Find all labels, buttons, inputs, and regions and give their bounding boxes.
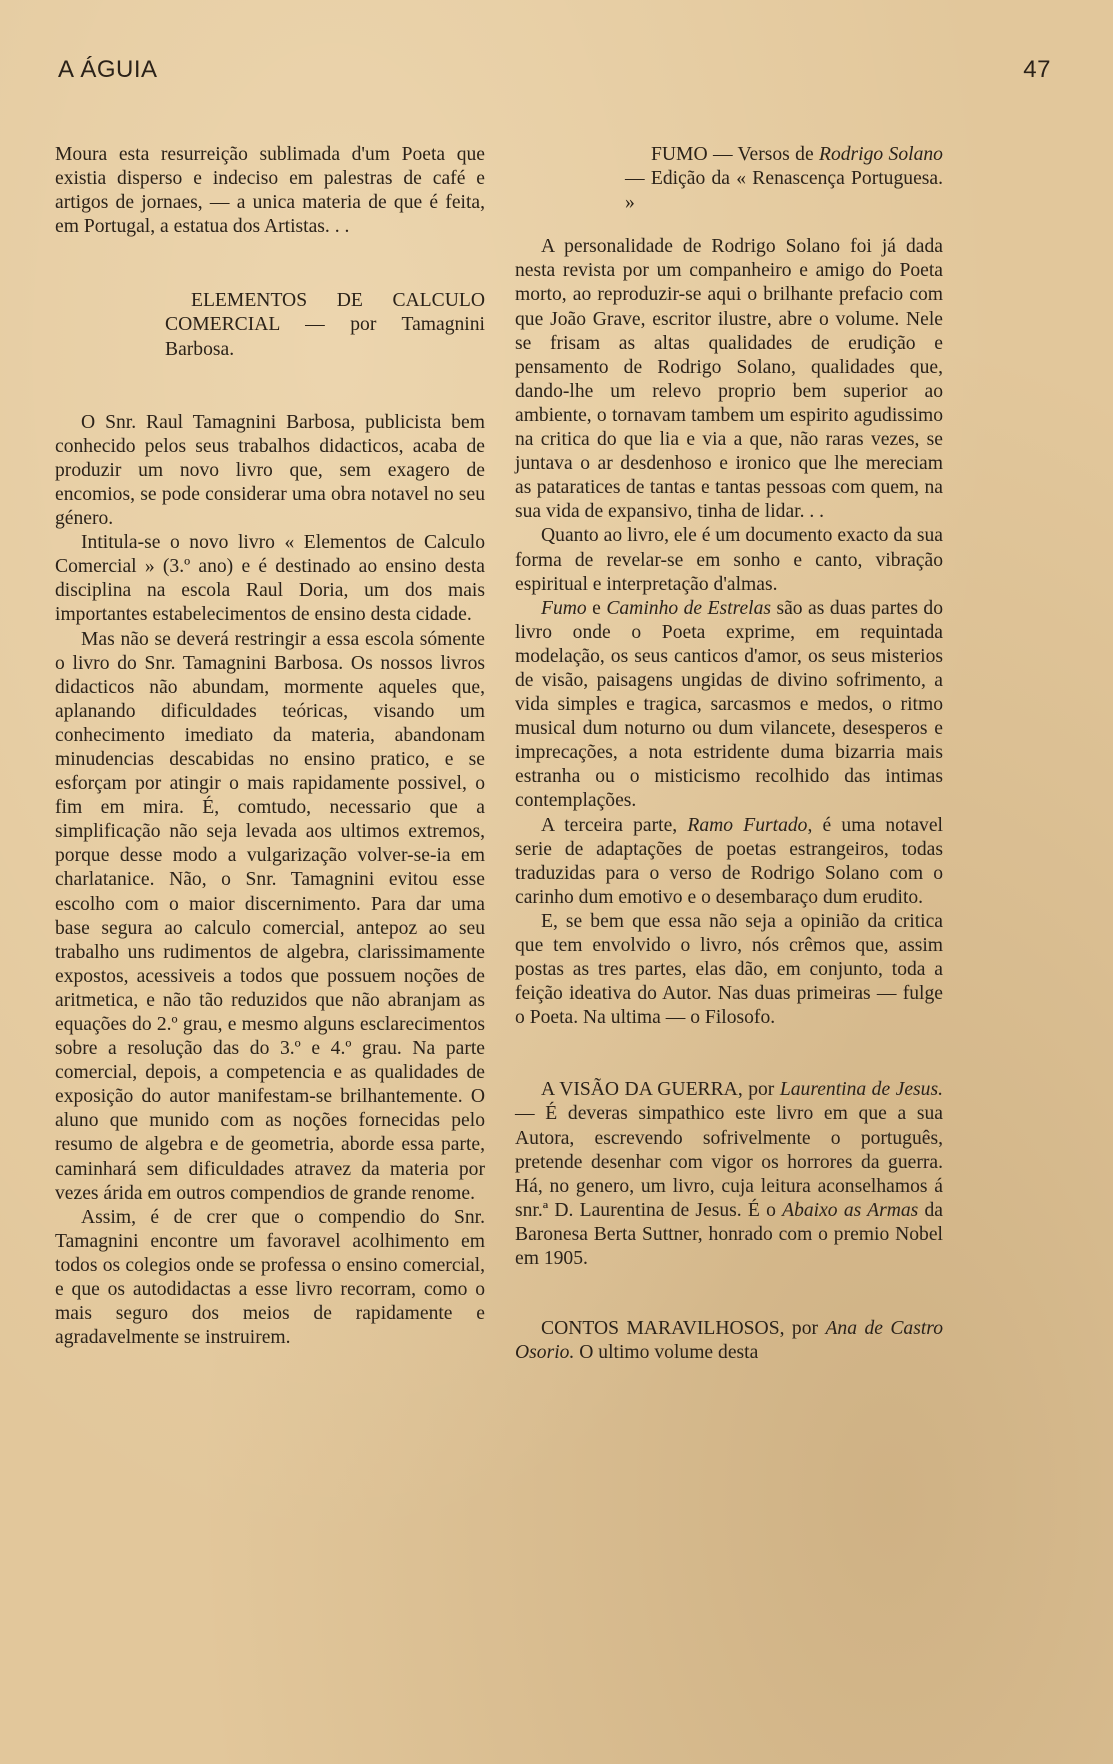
review-paragraph: Assim, é de crer que o compendio do Snr. Tamagnini encontre um favoravel acolhimento em todos os colegios onde se professa o ensino comercial, e que os autodidactas a esse livro recorram, como o mais seguro dos meios de rapidamente e agradavelmente se instruirem. [55, 1206, 485, 1349]
running-head [58, 56, 1051, 84]
review-paragraph: A personalidade de Rodrigo Solano foi já dada nesta revista por um companheiro e amigo do Poeta morto, ao reproduzir-se aqui o brilhante prefacio com que João Grave, escritor ilustre, abre o volume. Nele se frisam as altas qualidades de erudição e pensamento de Rodrigo Solano, qualidades que, dando-lhe um relevo proprio bem superior ao ambiente, o tornavam tambem um espirito agudissimo na critica do que lia e via a que, não raras vezes, se juntava o ar desdenhoso e ironico que lhe mereciam as pataratices de tantas e tantas pessoas com quem, na sua vida de expansivo, tinha de lidar. . . [515, 236, 943, 523]
review-paragraph: A terceira parte, Ramo Furtado, é uma notavel serie de adaptações de poetas estrangeiros, todas traduzidas para o verso de Rodrigo Solano com o carinho dum emotivo e o desembaraço dum erudito. [515, 814, 943, 908]
review-visao-da-guerra: A VISÃO DA GUERRA, por Laurentina de Jesus. — É deveras simpathico este livro em que a sua Autora, escrevendo sofrivelmente o português, pretende desenhar com vigor os horrores da guerra. Há, no genero, um livro, cuja leitura aconselhamos á snr.ª D. Laurentina de Jesus. É o Abaixo as Armas da Baronesa Berta Suttner, honrado com o premio Nobel em 1905. [515, 1079, 943, 1270]
right-column [515, 143, 943, 1365]
page-number: 47 [1023, 56, 1051, 83]
left-column [55, 143, 485, 1350]
intro-paragraph: Moura esta resurreição sublimada d'um Poeta que existia disperso e indeciso em palestras de café e artigos de jornaes, — a unica materia de que é feita, em Portugal, a estatua dos Artistas. . . [55, 144, 485, 238]
publication-title: A ÁGUIA [58, 56, 158, 83]
review-paragraph: Intitula-se o novo livro « Elementos de Calculo Comercial » (3.º ano) e é destinado ao ensino desta disciplina na escola Raul Doria, um dos mais importantes estabelecimentos de ensino desta cidade. [55, 532, 485, 626]
review-heading-fumo: FUMO — Versos de Rodrigo Solano — Edição da « Renascença Portuguesa. » [625, 144, 943, 214]
review-paragraph: Fumo e Caminho de Estrelas são as duas partes do livro onde o Poeta exprime, em requintada modelação, os seus canticos d'amor, os seus misterios de visão, paisagens ungidas de divino sofrimento, a vida simples e tragica, sarcasmos e medos, o ritmo musical dum noturno ou dum vilancete, desesperos e imprecações, a nota estridente duma bizarria mais estranha ou o misticismo recolhido das intimas contemplações. [515, 597, 943, 812]
review-paragraph: Mas não se deverá restringir a essa escola sómente o livro do Snr. Tamagnini Barbosa. Os nossos livros didacticos não abundam, mormente aqueles que, aplanando dificuldades teóricas, visando um conhecimento imediato da materia, abandonam minudencias descabidas no ensino pratico, e se esforçam por atingir o mais rapidamente possivel, o fim em mira. É, comtudo, necessario que a simplificação não seja levada aos ultimos extremos, porque desse modo a vulgarização volver-se-ia em charlatanice. Não, o Snr. Tamagnini evitou esse escolho com o maior discernimento. Para dar uma base segura ao calculo comercial, antepoz ao seu trabalho uns rudimentos de algebra, clarissimamente expostos, acessiveis a todos que possuem noções de aritmetica, e não tão reduzidos que não abranjam as equações do 2.º grau, e mesmo alguns esclarecimentos sobre a resolução das do 3.º e 4.º grau. Na parte comercial, depois, a competencia e as qualidades de exposição do autor manifestam-se brilhantemente. O aluno que munido com as noções fornecidas pelo resumo de algebra e de geometria, aborde essa parte, caminhará sem dificuldades atravez da materia por vezes árida em outros compendios de grande renome. [55, 628, 485, 1204]
review-paragraph: Quanto ao livro, ele é um documento exacto da sua forma de revelar-se em sonho e canto, vibração espiritual e interpretação d'almas. [515, 525, 943, 595]
review-paragraph: E, se bem que essa não seja a opinião da critica que tem envolvido o livro, nós crêmos que, assim postas as tres partes, elas dão, em conjunto, toda a feição ideativa do Autor. Nas duas primeiras — fulge o Poeta. Na ultima — o Filosofo. [515, 910, 943, 1029]
review-heading-elementos: ELEMENTOS DE CALCULO COMERCIAL — por Tamagnini Barbosa. [165, 290, 485, 360]
review-contos-maravilhosos: CONTOS MARAVILHOSOS, por Ana de Castro Osorio. O ultimo volume desta [515, 1318, 943, 1364]
review-paragraph: O Snr. Raul Tamagnini Barbosa, publicista bem conhecido pelos seus trabalhos didacticos, acaba de produzir um novo livro que, sem exagero de encomios, se pode considerar uma obra notavel no seu género. [55, 411, 485, 530]
